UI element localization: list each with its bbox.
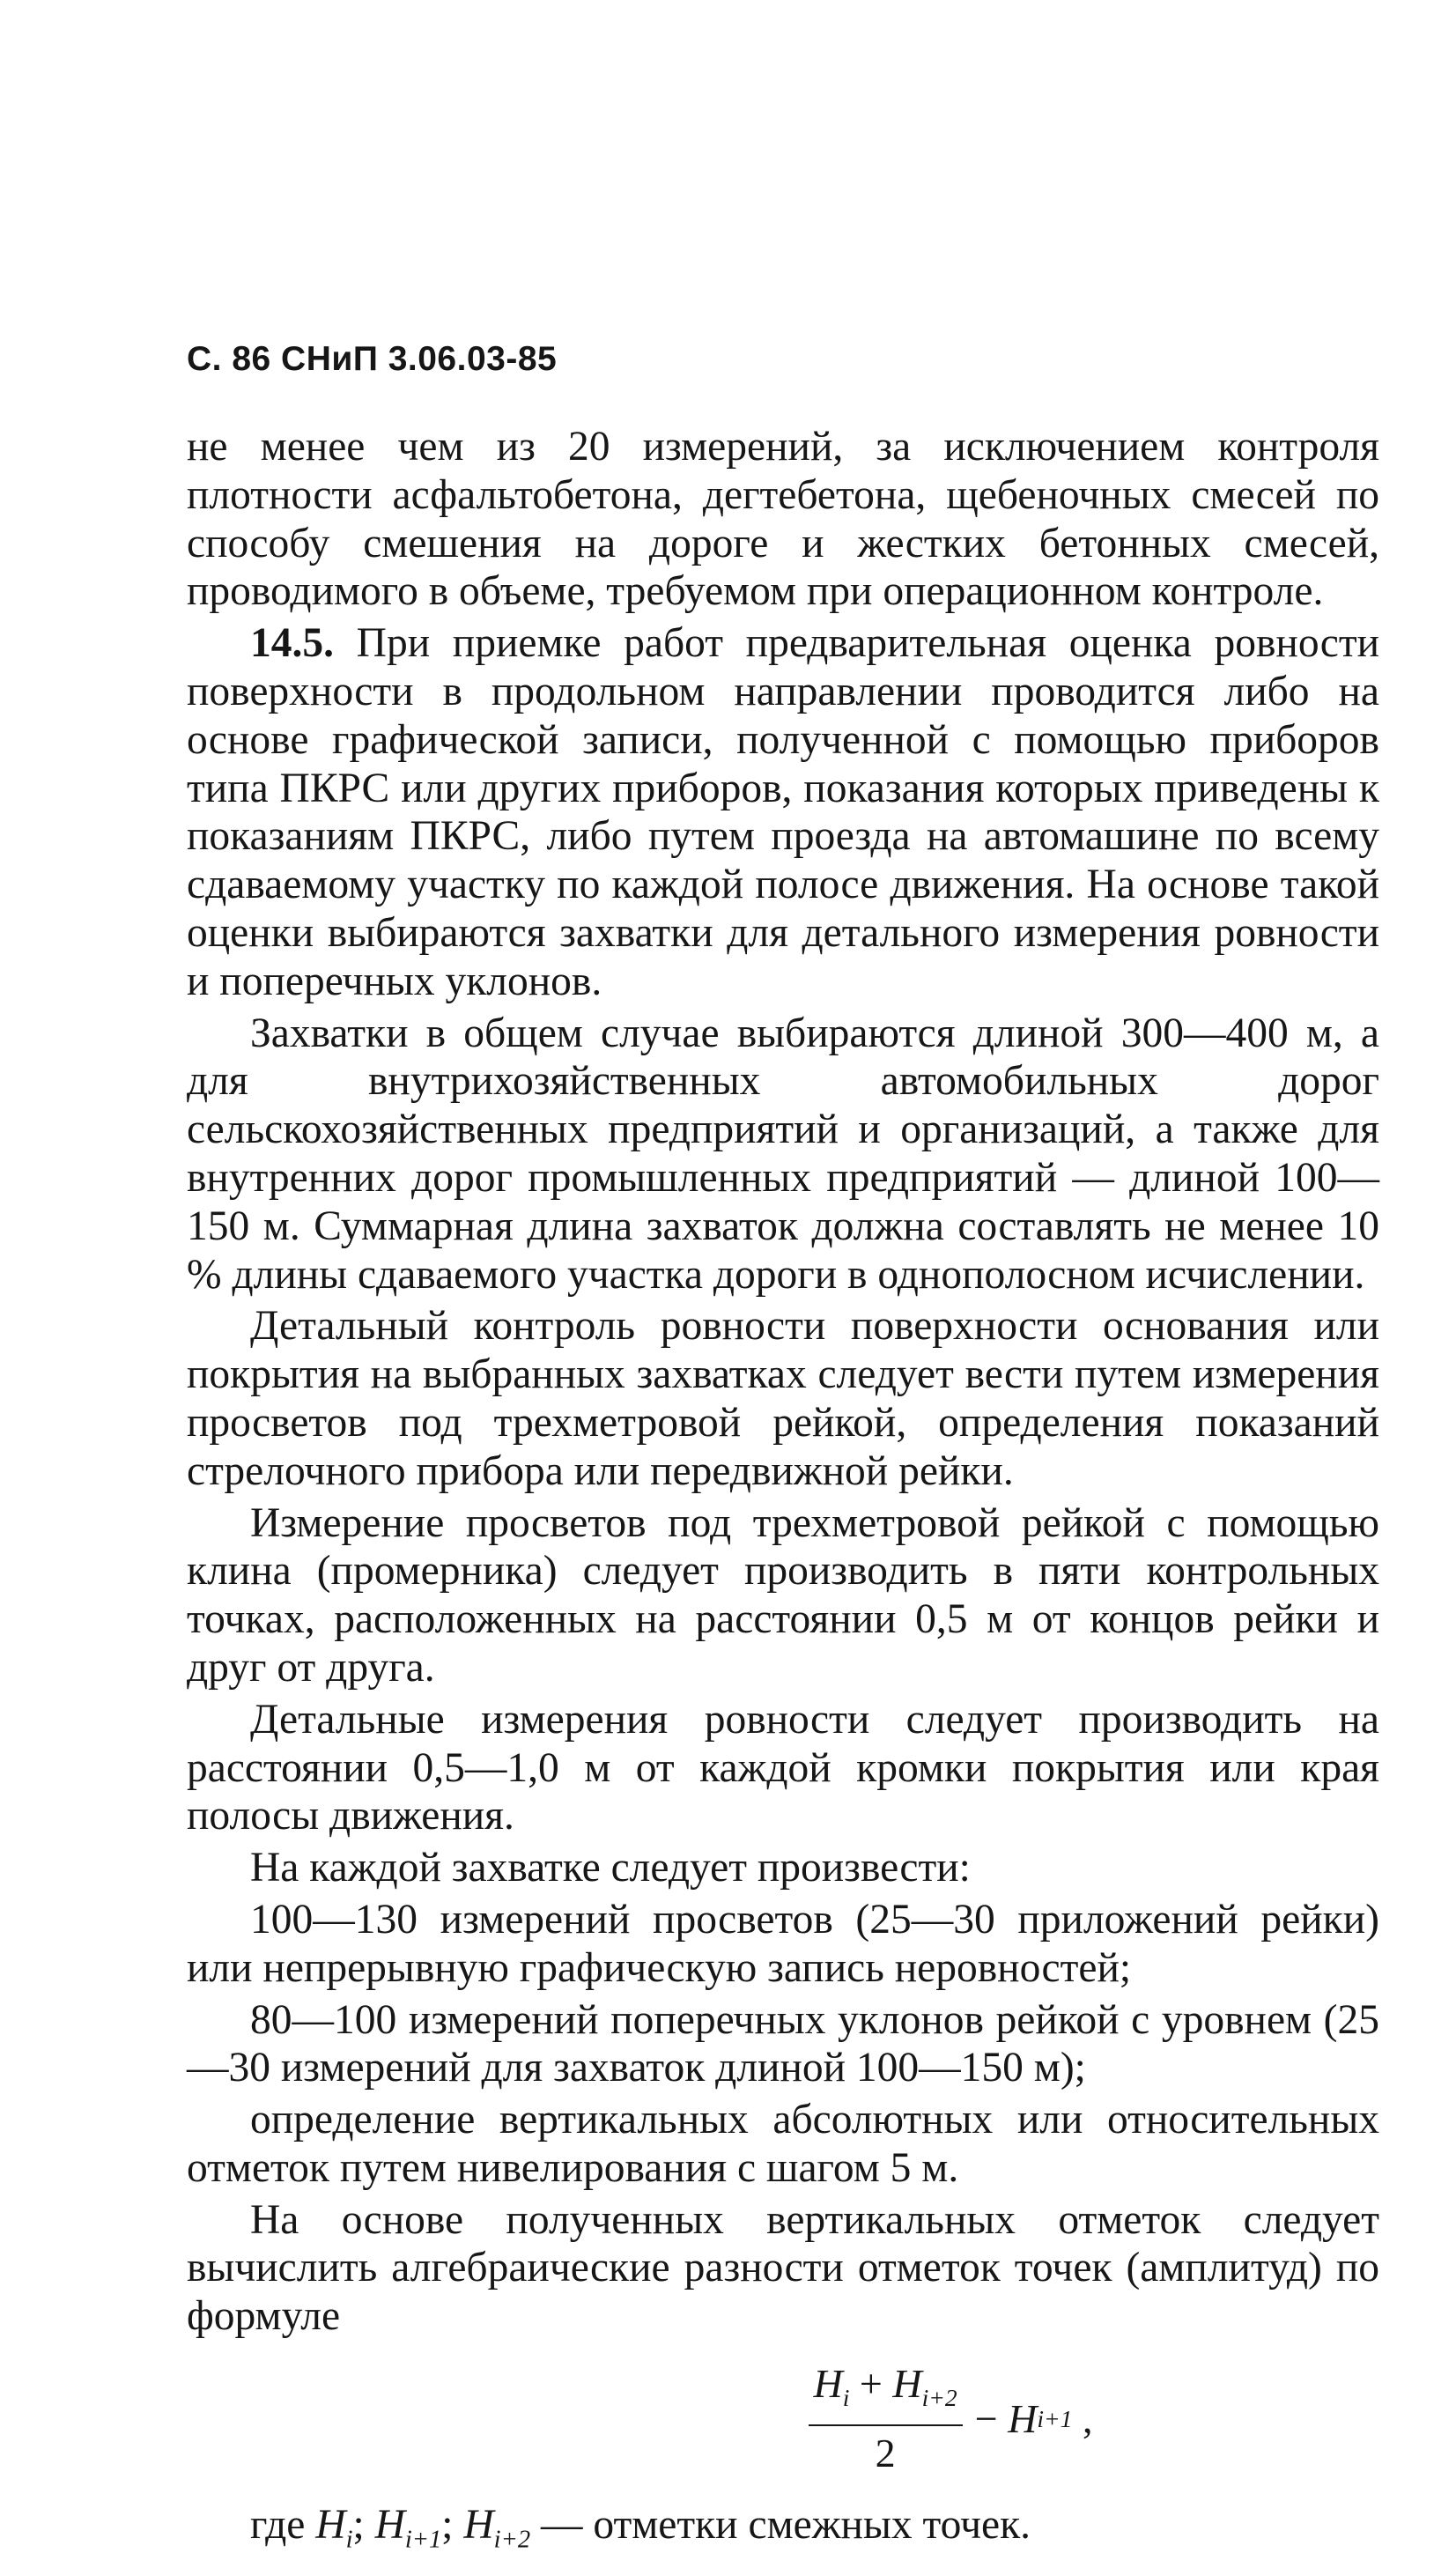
paragraph-14-5 (187, 619, 1379, 1005)
formula-term: H (1008, 2395, 1038, 2441)
paragraph-text: При приемке работ предварительная оценка ровности поверхности в продольном направлении проводится либо на основе графической записи, полученной с помощью приборов типа ПКРС или других приборов, показания которых приведены к показаниям ПКРС, либо путем проезда на автомашине по всему сдаваемому участку по каждой полосе движения. На основе такой оценки выбираются захватки для детального измерения ровности и поперечных уклонов. (187, 620, 1380, 1004)
list-item: 80—100 измерений поперечных уклонов рейкой с уровнем (25—30 измерений для захваток длиной 100—150 м); (187, 1996, 1379, 2091)
formula-legend: где $H_i$; $H_{i+1}$; $H_{i+2}$ — отметки смежных точек. (250, 2501, 1031, 2554)
paragraph: Измерение просветов под трехметровой рейкой с помощью клина (промерника) следует производить в пяти контрольных точках, расположенных на расстоянии 0,5 м от концов рейки и друг от друга. (187, 1499, 1379, 1691)
formula-numerator: $H_i + H_{i+2}$ (809, 2360, 963, 2426)
paragraph: Детальный контроль ровности поверхности основания или покрытия на выбранных захватках следует вести путем измерения просветов под трехметровой рейкой, определения показаний стрелочного прибора или передвижной рейки. (187, 1303, 1379, 1494)
formula-fraction (809, 2360, 963, 2478)
page-header: С. 86 СНиП 3.06.03-85 (187, 340, 558, 378)
paragraph: На каждой захватке следует произвести: (250, 1845, 971, 1891)
paragraph: На основе полученных вертикальных отметок следует вычислить алгебраические разности отметок точек (амплитуд) по формуле (187, 2196, 1379, 2340)
paragraph: не менее чем из 20 измерений, за исключением контроля плотности асфальтобетона, дегтебетона, щебеночных смесей по способу смешения на дороге и жестких бетонных смесей, проводимого в объеме, требуемом при операционном контроле. (187, 424, 1379, 615)
document-body (187, 423, 1379, 2568)
formula: $\frac{H_i + H_{i+2}}{2}$ − H i+1 , (521, 2360, 1379, 2478)
paragraph: Захватки в общем случае выбираются длиной 300—400 м, а для внутрихозяйственных автомобильных дорог сельскохозяйственных предприятий и организаций, а также для внутренних дорог промышленных предприятий — длиной 100—150 м. Суммарная длина захваток должна составлять не менее 10 % длины сдаваемого участка дороги в однополосном исчислении. (187, 1010, 1379, 1298)
section-number: 14.5. (250, 620, 334, 667)
formula-denominator: 2 (875, 2431, 896, 2476)
list-item: 100—130 измерений просветов (25—30 приложений рейки) или непрерывную графическую запись неровностей; (187, 1896, 1379, 1991)
paragraph: Детальные измерения ровности следует производить на расстоянии 0,5—1,0 м от каждой кромки покрытия или края полосы движения. (187, 1696, 1379, 1839)
list-item: определение вертикальных абсолютных или относительных отметок путем нивелирования с шагом 5 м. (187, 2097, 1379, 2191)
formula-minus: − (974, 2395, 998, 2441)
